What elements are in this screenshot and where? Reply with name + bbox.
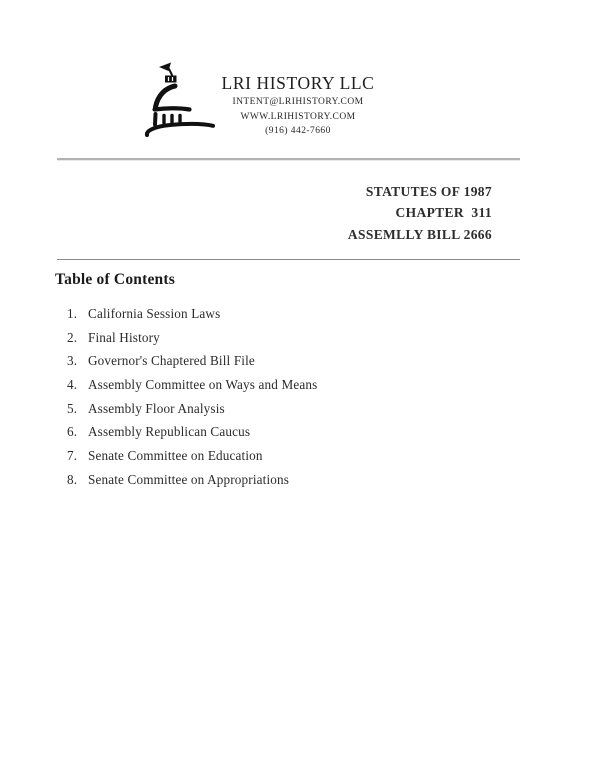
toc-title: Table of Contents [55, 271, 175, 288]
company-email: INTENT@LRIHISTORY.COM [232, 97, 364, 107]
toc-item [67, 326, 600, 350]
toc-item [67, 302, 600, 326]
toc-item-number: 7. [67, 448, 78, 464]
toc-list [0, 302, 600, 492]
company-website: WWW.LRIHISTORY.COM [240, 112, 356, 122]
toc-item-label: Governor's Chaptered Bill File [88, 353, 255, 369]
toc-item-label: Final History [88, 329, 160, 345]
toc-item-number: 5. [67, 400, 78, 416]
toc-item [67, 349, 600, 373]
toc-item [67, 444, 600, 468]
toc-item-number: 3. [67, 353, 78, 369]
toc-item-label: Assembly Floor Analysis [88, 400, 225, 416]
toc-item-label: Senate Committee on Education [88, 448, 263, 464]
citation-chapter: CHAPTER 311 [395, 205, 492, 221]
toc-item-label: Assembly Committee on Ways and Means [88, 377, 318, 393]
toc-item-label: Assembly Republican Caucus [88, 424, 251, 440]
company-phone: (916) 442-7660 [265, 126, 331, 136]
toc-item-label: California Session Laws [88, 306, 221, 321]
toc-item [67, 468, 600, 492]
company-name: LRI HISTORY LLC [221, 73, 375, 93]
toc-item-number: 2. [67, 329, 78, 345]
capitol-dome-logo-icon [144, 61, 218, 141]
toc-item-label: Senate Committee on Appropriations [88, 471, 290, 487]
toc-item [67, 420, 600, 444]
citation-bill: ASSEMLLY BILL 2666 [347, 226, 492, 242]
toc-item-number: 4. [67, 377, 78, 393]
toc-item-number: 1. [67, 306, 78, 321]
divider-bottom [57, 259, 520, 260]
divider-top [57, 158, 520, 161]
citation-statutes-year: STATUTES OF 1987 [365, 184, 492, 199]
toc-item [67, 397, 600, 421]
toc-item-number: 6. [67, 424, 78, 440]
toc-item [67, 373, 600, 397]
statute-citation [348, 181, 492, 245]
toc-item-number: 8. [67, 471, 78, 487]
